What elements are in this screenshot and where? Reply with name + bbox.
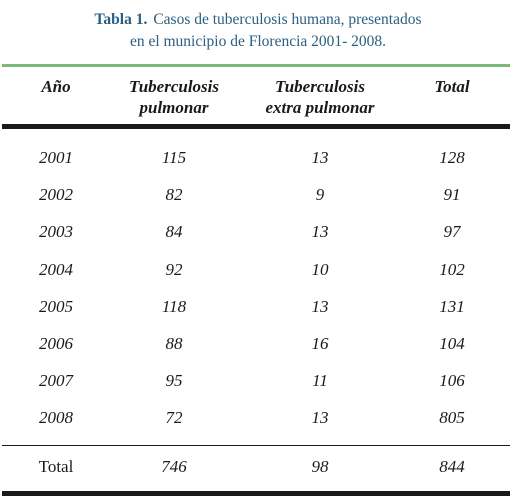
header-year: Año bbox=[41, 77, 71, 96]
totals-label: Total bbox=[38, 457, 74, 476]
cell-extra-pulmonary: 13 bbox=[311, 408, 329, 428]
header-extra-line-1: Tuberculosis bbox=[274, 77, 366, 96]
cell-year: 2004 bbox=[39, 259, 73, 279]
cell-year: 2003 bbox=[39, 222, 73, 242]
cell-total: 131 bbox=[439, 296, 465, 316]
header-extra-pulmonary bbox=[248, 76, 392, 118]
cell-extra-pulmonary: 13 bbox=[311, 148, 329, 167]
header-extra-line-2: extra pulmonar bbox=[265, 98, 375, 117]
cell-total: 805 bbox=[439, 408, 465, 428]
cell-total: 97 bbox=[443, 222, 461, 242]
totals-total: 844 bbox=[439, 457, 465, 476]
cell-extra-pulmonary: 13 bbox=[311, 222, 329, 242]
caption-label: Tabla 1. bbox=[94, 11, 148, 28]
cell-extra-pulmonary: 10 bbox=[311, 259, 329, 279]
cell-extra-pulmonary: 13 bbox=[311, 296, 329, 316]
cell-total: 104 bbox=[439, 334, 465, 353]
header-total: Total bbox=[434, 77, 470, 96]
cell-pulmonary: 92 bbox=[165, 259, 183, 279]
cell-total: 106 bbox=[439, 371, 465, 391]
header-bottom-rule bbox=[2, 124, 510, 129]
cell-pulmonary: 84 bbox=[165, 222, 183, 242]
top-green-rule bbox=[2, 64, 510, 67]
cell-year: 2002 bbox=[39, 185, 73, 205]
header-pulmonary-line-1: Tuberculosis bbox=[128, 77, 220, 96]
totals-pulmonary: 746 bbox=[161, 457, 187, 476]
cell-pulmonary: 95 bbox=[165, 371, 183, 391]
cell-total: 102 bbox=[439, 259, 465, 279]
cell-pulmonary: 115 bbox=[161, 148, 187, 167]
cell-year: 2005 bbox=[39, 296, 73, 316]
cell-total: 91 bbox=[443, 185, 461, 205]
cell-pulmonary: 82 bbox=[165, 185, 183, 205]
caption-title-line-1: Casos de tuberculosis humana, presentados bbox=[153, 11, 422, 28]
caption-title-line-2: en el municipio de Florencia 2001- 2008. bbox=[129, 33, 387, 50]
cell-pulmonary: 72 bbox=[165, 408, 183, 428]
cell-year: 2008 bbox=[39, 408, 73, 428]
cell-year: 2006 bbox=[39, 334, 73, 353]
cell-pulmonary: 88 bbox=[165, 334, 183, 353]
header-pulmonary bbox=[110, 76, 238, 118]
cell-year: 2001 bbox=[39, 148, 73, 167]
totals-top-rule bbox=[2, 445, 510, 446]
cell-year: 2007 bbox=[39, 371, 73, 391]
totals-extra: 98 bbox=[311, 457, 329, 476]
cell-extra-pulmonary: 11 bbox=[312, 371, 328, 391]
caption-line-1 bbox=[0, 9, 516, 31]
table-bottom-rule bbox=[2, 491, 510, 496]
table-caption bbox=[0, 9, 516, 53]
cell-extra-pulmonary: 9 bbox=[315, 185, 325, 205]
cell-pulmonary: 118 bbox=[161, 296, 187, 316]
header-pulmonary-line-2: pulmonar bbox=[139, 98, 209, 117]
cell-extra-pulmonary: 16 bbox=[311, 334, 329, 353]
cell-total: 128 bbox=[439, 148, 465, 167]
